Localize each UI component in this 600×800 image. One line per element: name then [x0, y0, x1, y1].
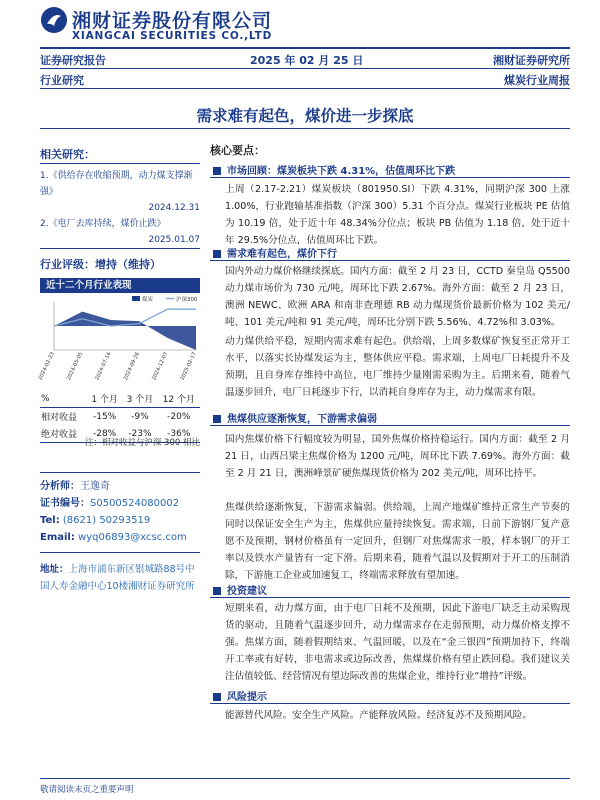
- sidebar-divider: [40, 248, 200, 249]
- related-item-date: 2024.12.31: [148, 203, 200, 213]
- paragraph: 上周（2.17-2.21）煤炭板块（801950.SI）下跌 4.31%，同期沪深 300 上涨 1.00%，行业跑输基准指数（沪深 300）5.31 个百分点。煤炭行业板块 PE 估值为 10.19 倍，处于近十年 48.34%分位点；板块 PB 估值为 1.18 倍，处于近十年 29.5%分位点，估值周环比下跌。: [225, 184, 570, 246]
- section-heading: [213, 162, 573, 177]
- x-tick-label: 2024-12-07: [151, 351, 170, 382]
- address-label: 地址：: [40, 564, 69, 575]
- paragraph: 焦煤供给逐渐恢复，下游需求偏弱。供给端，上周产地煤矿维持正常生产节奏的同时以保证安全生产为主，焦煤供应量持续恢复。需求端，日前下游钢厂复产意愿不及预期，钢材价格虽有一定回升，但钢厂对焦煤需求一般，样本钢厂的开工率以及铁水产量皆有一定下滑。后期来看，随着气温以及假期对于开工的压制消除，下游施工企业或加速复工，终端需求释放有望加速。: [225, 502, 570, 581]
- section-heading-text: 风险提示: [227, 692, 267, 703]
- x-tick-label: 2025-02-17: [179, 351, 198, 382]
- x-tick-label: 2024-02-23: [37, 351, 56, 382]
- related-research-list: [40, 168, 200, 248]
- bullet-icon: [213, 693, 221, 701]
- institute-name: 湘财证券研究所: [493, 54, 570, 67]
- chart-title: 近十二个月行业表现: [40, 278, 200, 293]
- analyst-info: [40, 478, 187, 546]
- performance-chart: [37, 294, 200, 384]
- legend-swatch: [132, 296, 140, 301]
- analyst-name: 王逸奇: [80, 481, 110, 492]
- sidebar-divider: [40, 163, 200, 164]
- section-divider: [210, 597, 570, 598]
- bullet-icon: [213, 415, 221, 423]
- table-header-cell: 1 个月: [91, 395, 118, 405]
- footer-disclaimer[interactable]: 敬请阅读末页之重要声明: [40, 785, 134, 795]
- table-note: 注：相对收益与沪深 300 相比: [84, 438, 200, 448]
- section-divider: [210, 703, 570, 704]
- email-link[interactable]: wyq06893@xcsc.com: [78, 532, 187, 543]
- legend-label: 沪深300: [176, 297, 198, 303]
- table-header-cell: %: [41, 393, 50, 404]
- title-divider: [40, 128, 570, 129]
- section-heading: [213, 688, 573, 703]
- company-logo-icon: [40, 6, 68, 34]
- series-area-coal: [54, 312, 196, 350]
- header-divider: [40, 68, 570, 69]
- x-tick-label: 2024-07-16: [94, 351, 113, 382]
- report-title: 需求难有起色，煤价进一步探底: [196, 107, 414, 125]
- table-row: [40, 408, 200, 426]
- report-type: 证券研究报告: [40, 54, 106, 67]
- header-divider: [40, 88, 570, 89]
- paragraph: 动力煤供给平稳，短期内需求难有起色。供给端，上周多数煤矿恢复至正常开工水平，以落实长协煤发运为主，整体供应平稳。需求端，上周电厂日耗提升不及预期，且自身库存维持中高位，电厂维持少量刚需采购为主。后期来看，随着气温逐步回升，电厂日耗逐步下行，以消耗自身库存为主，动力煤需求有限。: [225, 336, 570, 398]
- industry-rating: 行业评级：增持（维持）: [40, 258, 161, 271]
- related-item-date: 2025.01.07: [148, 235, 200, 245]
- key-points-heading: 核心要点：: [210, 144, 265, 157]
- table-cell-label: 绝对收益: [41, 430, 78, 440]
- section-heading: [213, 410, 573, 425]
- section-divider: [210, 425, 570, 426]
- paragraph: 能源替代风险。安全生产风险。产能释放风险。经济复苏不及预期风险。: [225, 710, 532, 721]
- table-cell: -28%: [92, 428, 117, 439]
- section-divider: [210, 260, 570, 261]
- related-item[interactable]: 2.《电厂去库持续，煤价止跌》: [40, 219, 166, 229]
- table-header-cell: 12 个月: [162, 395, 195, 405]
- x-tick-label: 2024-05-05: [66, 351, 85, 382]
- report-category: 行业研究: [40, 74, 84, 87]
- company-name: 湘财证券股份有限公司: [72, 10, 273, 32]
- sidebar-divider: [40, 472, 200, 473]
- report-series: 煤炭行业周报: [504, 74, 570, 87]
- email-label: Email:: [40, 532, 75, 543]
- table-cell: -9%: [131, 411, 149, 422]
- related-research-heading: 相关研究：: [40, 148, 95, 161]
- section-heading-text: 焦煤供应逐渐恢复，下游需求偏弱: [227, 414, 377, 425]
- table-cell-label: 相对收益: [41, 413, 78, 423]
- analyst-label: 分析师：: [40, 481, 80, 492]
- related-item[interactable]: 1.《供给存在收缩预期，动力煤支撑渐强》: [40, 171, 193, 197]
- table-header-row: [40, 390, 200, 408]
- section-heading-text: 投资建议: [227, 586, 267, 597]
- company-name-en: XIANGCAI SECURITIES CO.,LTD: [72, 30, 273, 42]
- table-cell: -23%: [128, 428, 152, 439]
- section-heading-text: 市场回顾：煤炭板块下跌 4.31%，估值周环比下跌: [227, 166, 456, 177]
- address-text: 上海市浦东新区银城路88号中国人寿金融中心10楼湘财证券研究所: [40, 564, 195, 592]
- sidebar-divider: [40, 552, 200, 553]
- tel-label: Tel:: [40, 515, 60, 526]
- paragraph: 国内焦煤价格下行幅度较为明显，国外焦煤价格持稳运行。国内方面：截至 2 月 21 日，山西吕梁主焦煤价格为 1200 元/吨，周环比下跌 7.69%。海外方面：截至 2 月 21 日，澳洲峰景矿硬焦煤现货价格为 202 美元/吨，周环比持平。: [225, 434, 570, 479]
- section-divider: [210, 177, 570, 178]
- section-heading: [213, 245, 573, 260]
- table-cell: -36%: [167, 428, 191, 439]
- paragraph: 短期来看，动力煤方面，由于电厂日耗不及预期，因此下游电厂缺乏主动采购现货的驱动，且随着气温逐步回升，动力煤需求存在走弱预期，动力煤价格支撑不强。焦煤方面，随着假期结束、气温回暖，以及在“金三银四”预期加持下，终端开工率或有好转，非电需求或边际改善，焦煤煤价格有望止跌回稳。我们建议关注估值较低、经营情况有望边际改善的焦煤企业，维持行业“增持”评级。: [225, 603, 570, 682]
- cert-number: S0500524080002: [90, 498, 180, 509]
- table-cell: -15%: [92, 411, 117, 422]
- x-tick-label: 2024-09-26: [122, 351, 142, 382]
- legend-label: 煤炭: [142, 297, 154, 303]
- bullet-icon: [213, 167, 221, 175]
- footer-divider: [40, 778, 570, 779]
- paragraph: 国内外动力煤价格继续探底。国内方面：截至 2 月 23 日，CCTD 秦皇岛 Q5500 动力煤市场价为 730 元/吨，周环比下跌 2.67%。海外方面：截至 2 月 23 日，澳洲 NEWC、欧洲 ARA 和南非查理德 RB 动力煤现货价最新价格为 102 美元/吨、101 美元/吨和 91 美元/吨，周环比分别下跌 5.56%、4.72%和 3.03%。: [225, 266, 570, 328]
- table-cell: -20%: [167, 411, 191, 422]
- header-divider: [40, 47, 570, 49]
- address: [40, 561, 202, 595]
- table-header-cell: 3 个月: [126, 395, 154, 405]
- report-date: 2025 年 02 月 25 日: [250, 54, 364, 67]
- tel-number: (8621) 50293519: [62, 515, 151, 526]
- section-heading-text: 需求难有起色，煤价下行: [227, 249, 337, 260]
- bullet-icon: [213, 587, 221, 595]
- bullet-icon: [213, 250, 221, 258]
- section-heading: [213, 582, 573, 597]
- cert-label: 证书编号：: [40, 498, 90, 509]
